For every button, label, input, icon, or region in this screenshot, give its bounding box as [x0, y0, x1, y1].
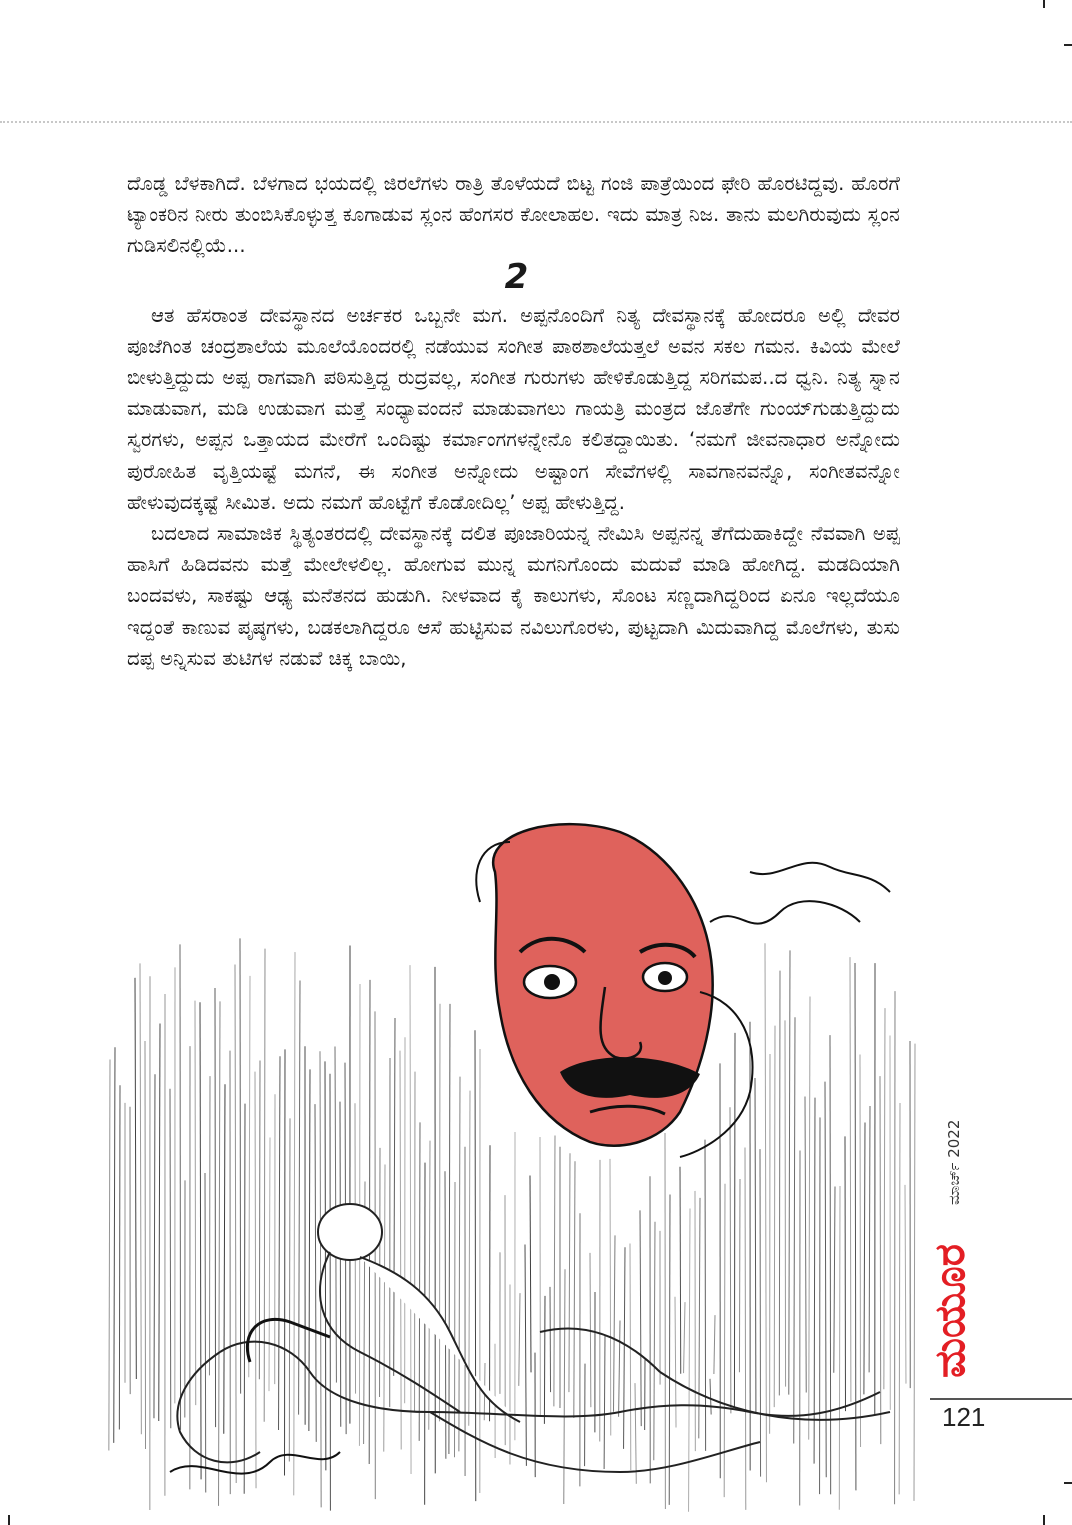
issue-date: ಮಾರ್ಚ್ 2022 — [945, 1119, 963, 1205]
folio-rule — [930, 1398, 1072, 1400]
magazine-logo: ಮಯೂರ — [925, 1244, 974, 1378]
section-number: 2 — [504, 256, 529, 297]
header-dotted-rule — [0, 121, 1072, 123]
story-illustration — [100, 812, 930, 1522]
page-number: 121 — [942, 1402, 986, 1432]
crop-mark-top-right — [1043, 0, 1045, 8]
man-face-drawing — [476, 824, 890, 1157]
article-paragraph: ಬದಲಾದ ಸಾಮಾಜಿಕ ಸ್ಥಿತ್ಯಂತರದಲ್ಲಿ ದೇವಸ್ಥಾನಕ್ಕೆ ದಲಿತ ಪೂಜಾರಿಯನ್ನ ನೇಮಿಸಿ ಅಪ್ಪನನ್ನ ತೆಗೆದುಹಾಕಿದ್ದೇ ನೆವವಾಗಿ ಅಪ್ಪ ಹಾಸಿಗೆ ಹಿಡಿದವನು ಮತ್ತೆ ಮೇಲೇಳಲಿಲ್ಲ. ಹೋಗುವ ಮುನ್ನ ಮಗನಿಗೊಂದು ಮದುವೆ ಮಾಡಿ ಹೋಗಿದ್ದ. ಮಡದಿಯಾಗಿ ಬಂದವಳು, ಸಾಕಷ್ಟು ಆಢ್ಯ ಮನೆತನದ ಹುಡುಗಿ. ನೀಳವಾದ ಕೈ ಕಾಲುಗಳು, ಸೊಂಟ ಸಣ್ಣದಾಗಿದ್ದರಿಂದ ಏನೂ ಇಲ್ಲದೆಯೂ ಇದ್ದಂತೆ ಕಾಣುವ ಪೃಷ್ಠಗಳು, ಬಡಕಲಾಗಿದ್ದರೂ ಆಸೆ ಹುಟ್ಟಿಸುವ ನವಿಲುಗೊರಳು, ಪುಟ್ಟದಾಗಿ ಮಿದುವಾಗಿದ್ದ ಮೊಲೆಗಳು, ತುಸು ದಪ್ಪ ಅನ್ನಿಸುವ ತುಟಿಗಳ ನಡುವೆ ಚಿಕ್ಕ ಬಾಯಿ, — [127, 522, 900, 670]
article-paragraph: ದೊಡ್ಡ ಬೆಳಕಾಗಿದೆ. ಬೆಳಗಾದ ಭಯದಲ್ಲಿ ಜಿರಲೆಗಳು ರಾತ್ರಿ ತೊಳೆಯದೆ ಬಿಟ್ಟ ಗಂಜಿ ಪಾತ್ರೆಯಿಂದ ಫೇರಿ ಹೊರಟಿದ್ದವು. ಹೊರಗೆ ಟ್ಯಾಂಕರಿನ ನೀರು ತುಂಬಿಸಿಕೊಳ್ಳುತ್ತ ಕೂಗಾಡುವ ಸ್ಲಂನ ಹೆಂಗಸರ ಕೋಲಾಹಲ. ಇದು ಮಾತ್ರ ನಿಜ. ತಾನು ಮಲಗಿರುವುದು ಸ್ಲಂನ ಗುಡಿಸಲಿನಲ್ಲಿಯೆ... — [127, 172, 900, 258]
crop-mark-right-lower — [1064, 1482, 1072, 1484]
article-paragraph: ಆತ ಹೆಸರಾಂತ ದೇವಸ್ಥಾನದ ಅರ್ಚಕರ ಒಬ್ಬನೇ ಮಗ. ಅಪ್ಪನೊಂದಿಗೆ ನಿತ್ಯ ದೇವಸ್ಥಾನಕ್ಕೆ ಹೋದರೂ ಅಲ್ಲಿ ದೇವರ ಪೂಜೆಗಿಂತ ಚಂದ್ರಶಾಲೆಯ ಮೂಲೆಯೊಂದರಲ್ಲಿ ನಡೆಯುವ ಸಂಗೀತ ಪಾಠಶಾಲೆಯತ್ತಲೆ ಅವನ ಸಕಲ ಗಮನ. ಕಿವಿಯ ಮೇಲೆ ಬೀಳುತ್ತಿದ್ದುದು ಅಪ್ಪ ರಾಗವಾಗಿ ಪಠಿಸುತ್ತಿದ್ದ ರುದ್ರವಲ್ಲ, ಸಂಗೀತ ಗುರುಗಳು ಹೇಳಿಕೊಡುತ್ತಿದ್ದ ಸರಿಗಮಪ..ದ ಧ್ವನಿ. ನಿತ್ಯ ಸ್ನಾನ ಮಾಡುವಾಗ, ಮಡಿ ಉಡುವಾಗ ಮತ್ತೆ ಸಂಧ್ಯಾವಂದನೆ ಮಾಡುವಾಗಲು ಗಾಯತ್ರಿ ಮಂತ್ರದ ಜೊತೆಗೇ ಗುಂಯ್‌ಗುಡುತ್ತಿದ್ದುದು ಸ್ವರಗಳು, ಅಪ್ಪನ ಒತ್ತಾಯದ ಮೇರೆಗೆ ಒಂದಿಷ್ಟು ಕರ್ಮಾಂಗಗಳನ್ನೇನೊ ಕಲಿತದ್ದಾಯಿತು. ‘ನಮಗೆ ಜೀವನಾಧಾರ ಅನ್ನೋದು ಪುರೋಹಿತ ವೃತ್ತಿಯಷ್ಟೆ ಮಗನೆ, ಈ ಸಂಗೀತ ಅನ್ನೋದು ಅಷ್ಟಾಂಗ ಸೇವೆಗಳಲ್ಲಿ ಸಾವಗಾನವನ್ನೊ, ಸಂಗೀತವನ್ನೋ ಹೇಳುವುದಕ್ಕಷ್ಟೆ ಸೀಮಿತ. ಅದು ನಮಗೆ ಹೊಟ್ಟೆಗೆ ಕೊಡೋದಿಲ್ಲ’ ಅಪ್ಪ ಹೇಳುತ್ತಿದ್ದ. — [127, 303, 900, 514]
crop-mark-bottom-left — [8, 1515, 10, 1525]
crop-mark-bottom-right — [1043, 1515, 1045, 1525]
article-body — [127, 168, 900, 674]
crop-mark-right-upper — [1064, 44, 1072, 46]
